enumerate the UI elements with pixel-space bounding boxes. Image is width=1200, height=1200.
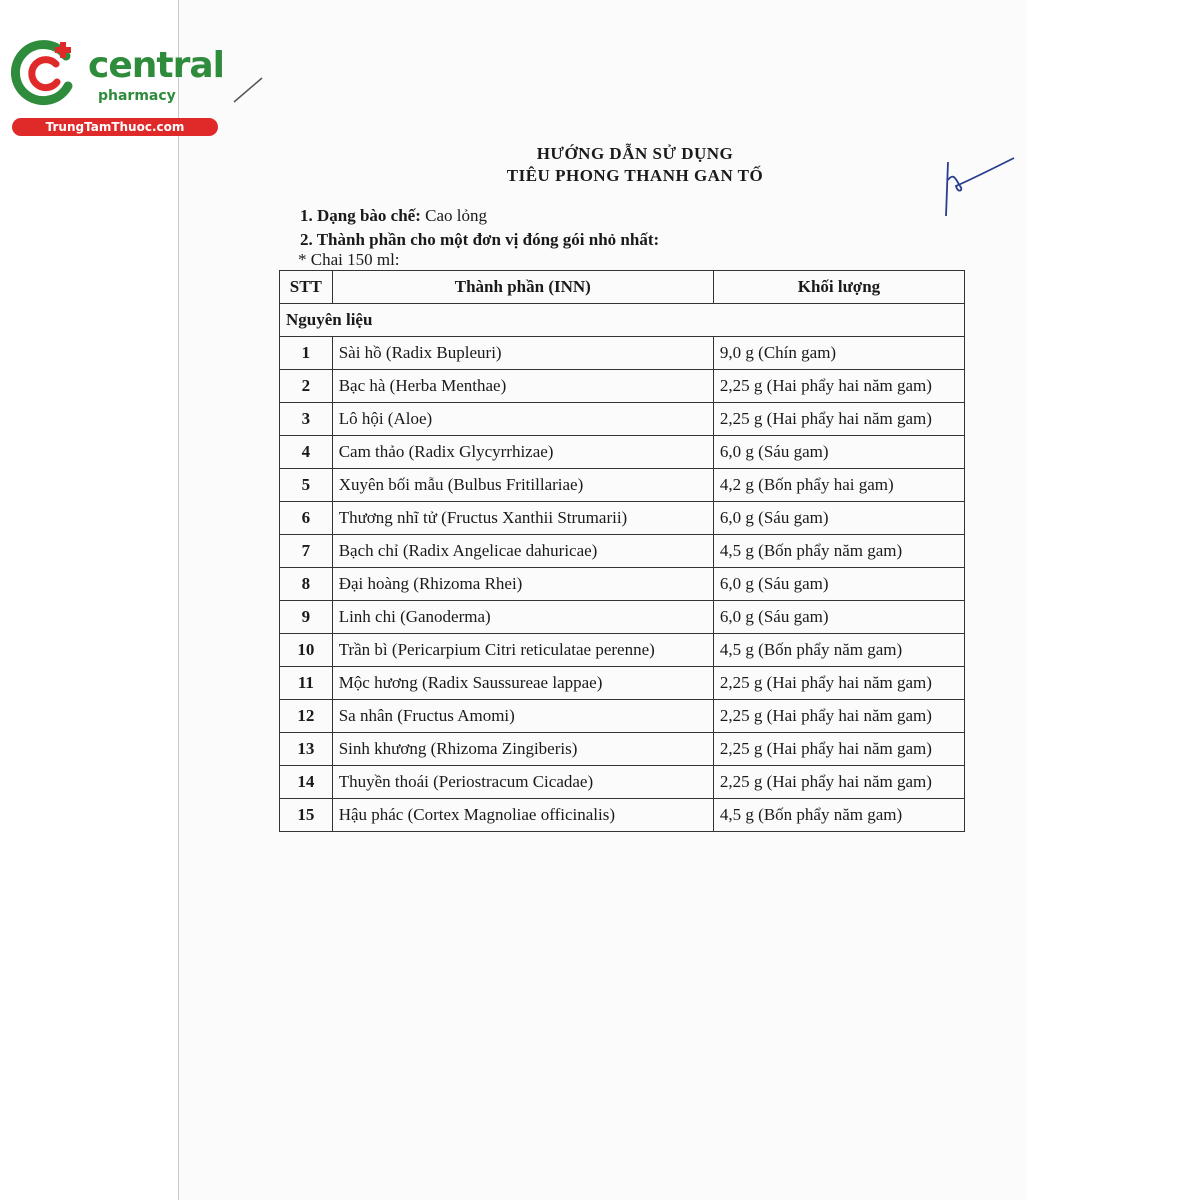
row-mass: 6,0 g (Sáu gam) [713, 436, 964, 469]
row-mass: 4,5 g (Bốn phẩy năm gam) [713, 799, 964, 832]
header-ingredient: Thành phần (INN) [332, 271, 713, 304]
header-mass: Khối lượng [713, 271, 964, 304]
row-mass: 2,25 g (Hai phẩy hai năm gam) [713, 700, 964, 733]
table-group-row [280, 304, 965, 337]
package-note: * Chai 150 ml: [298, 250, 400, 269]
row-ingredient: Mộc hương (Radix Saussureae lappae) [332, 667, 713, 700]
table-row [280, 403, 965, 436]
table-row [280, 634, 965, 667]
table-header-row [280, 271, 965, 304]
section-dosage-form-value: Cao lỏng [425, 206, 488, 225]
row-stt: 8 [280, 568, 333, 601]
row-ingredient: Lô hội (Aloe) [332, 403, 713, 436]
header-stt: STT [280, 271, 333, 304]
section-dosage-form [300, 206, 487, 226]
table-row [280, 436, 965, 469]
row-ingredient: Thương nhĩ tử (Fructus Xanthii Strumarii) [332, 502, 713, 535]
table-row [280, 469, 965, 502]
row-ingredient: Thuyền thoái (Periostracum Cicadae) [332, 766, 713, 799]
row-ingredient: Linh chi (Ganoderma) [332, 601, 713, 634]
table-row [280, 601, 965, 634]
logo-mark-icon [10, 36, 82, 108]
composition-table [279, 270, 965, 832]
table-row [280, 535, 965, 568]
table-row [280, 568, 965, 601]
row-ingredient: Bạch chỉ (Radix Angelicae dahuricae) [332, 535, 713, 568]
row-mass: 4,2 g (Bốn phẩy hai gam) [713, 469, 964, 502]
row-stt: 1 [280, 337, 333, 370]
row-ingredient: Xuyên bối mẫu (Bulbus Fritillariae) [332, 469, 713, 502]
table-row [280, 766, 965, 799]
document-title-line2: TIÊU PHONG THANH GAN TỐ [506, 166, 764, 185]
table-row [280, 667, 965, 700]
logo-brand-name: central [88, 45, 224, 86]
row-ingredient: Hậu phác (Cortex Magnoliae officinalis) [332, 799, 713, 832]
row-mass: 2,25 g (Hai phẩy hai năm gam) [713, 370, 964, 403]
row-mass: 2,25 g (Hai phẩy hai năm gam) [713, 403, 964, 436]
row-ingredient: Sài hồ (Radix Bupleuri) [332, 337, 713, 370]
table-row [280, 799, 965, 832]
row-stt: 10 [280, 634, 333, 667]
table-row [280, 700, 965, 733]
row-mass: 4,5 g (Bốn phẩy năm gam) [713, 535, 964, 568]
row-stt: 15 [280, 799, 333, 832]
row-stt: 9 [280, 601, 333, 634]
row-mass: 2,25 g (Hai phẩy hai năm gam) [713, 667, 964, 700]
row-mass: 9,0 g (Chín gam) [713, 337, 964, 370]
row-ingredient: Sa nhân (Fructus Amomi) [332, 700, 713, 733]
table-row [280, 337, 965, 370]
row-ingredient: Đại hoàng (Rhizoma Rhei) [332, 568, 713, 601]
row-mass: 2,25 g (Hai phẩy hai năm gam) [713, 766, 964, 799]
row-stt: 4 [280, 436, 333, 469]
row-mass: 6,0 g (Sáu gam) [713, 601, 964, 634]
row-ingredient: Bạc hà (Herba Menthae) [332, 370, 713, 403]
section-composition-heading [300, 230, 659, 250]
row-stt: 2 [280, 370, 333, 403]
row-stt: 3 [280, 403, 333, 436]
row-ingredient: Cam thảo (Radix Glycyrrhizae) [332, 436, 713, 469]
row-ingredient: Trần bì (Pericarpium Citri reticulatae perenne) [332, 634, 713, 667]
logo-subtitle: pharmacy [98, 88, 176, 104]
document-title-line1: HƯỚNG DẪN SỬ DỤNG [536, 144, 734, 163]
central-pharmacy-logo[interactable] [10, 36, 224, 136]
row-mass: 6,0 g (Sáu gam) [713, 502, 964, 535]
row-ingredient: Sinh khương (Rhizoma Zingiberis) [332, 733, 713, 766]
row-stt: 7 [280, 535, 333, 568]
row-stt: 6 [280, 502, 333, 535]
row-stt: 5 [280, 469, 333, 502]
row-stt: 11 [280, 667, 333, 700]
logo-url[interactable]: TrungTamThuoc.com [12, 118, 218, 136]
section-dosage-form-label: 1. Dạng bào chế: [300, 206, 421, 225]
table-row [280, 502, 965, 535]
row-mass: 6,0 g (Sáu gam) [713, 568, 964, 601]
group-label: Nguyên liệu [280, 304, 965, 337]
row-stt: 13 [280, 733, 333, 766]
row-stt: 14 [280, 766, 333, 799]
row-stt: 12 [280, 700, 333, 733]
row-mass: 4,5 g (Bốn phẩy năm gam) [713, 634, 964, 667]
table-row [280, 733, 965, 766]
pen-mark-icon [232, 72, 272, 112]
section-composition-label: 2. Thành phần cho một đơn vị đóng gói nhỏ nhất: [300, 230, 660, 249]
row-mass: 2,25 g (Hai phẩy hai năm gam) [713, 733, 964, 766]
table-row [280, 370, 965, 403]
